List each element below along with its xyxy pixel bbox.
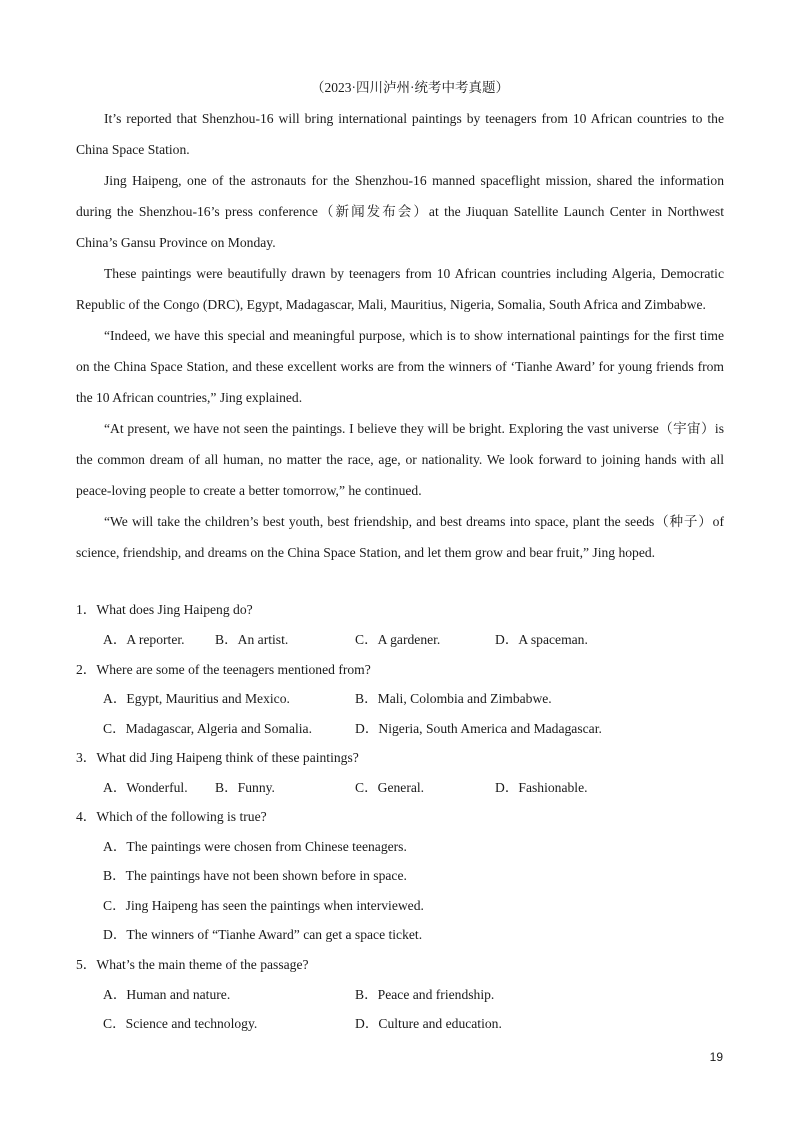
option: D．A spaceman. xyxy=(495,632,588,647)
question-stem: 5．What’s the main theme of the passage? xyxy=(76,957,309,972)
option: A．Egypt, Mauritius and Mexico. xyxy=(103,691,290,706)
option: C．A gardener. xyxy=(355,632,441,647)
source-line: （2023·四川泸州·统考中考真题） xyxy=(311,80,509,95)
passage-paragraph: It’s reported that Shenzhou-16 will bring international paintings by teenagers from 10 African countries to the China Space Station. xyxy=(76,111,724,157)
passage-paragraph: These paintings were beautifully drawn by teenagers from 10 African countries including Algeria, Democratic Republic of the Congo (DRC), Egypt, Madagascar, Mali, Mauritius, Nigeria, Somalia, South Africa and Zimbabwe. xyxy=(76,266,724,312)
option: A．A reporter. xyxy=(103,632,185,647)
question-stem: 4．Which of the following is true? xyxy=(76,809,267,824)
option: B．Mali, Colombia and Zimbabwe. xyxy=(355,691,552,706)
passage-paragraph: Jing Haipeng, one of the astronauts for the Shenzhou-16 manned spaceflight mission, shared the information during the Shenzhou-16’s press conference（新闻发布会）at the Jiuquan Satellite Launch Center in Northwest China’s Gansu Province on Monday. xyxy=(76,173,724,250)
passage-paragraph: “Indeed, we have this special and meaningful purpose, which is to show international paintings for the first time on the China Space Station, and these excellent works are from the winners of ‘Tianhe Award’ for young friends from the 10 African countries,” Jing explained. xyxy=(76,328,724,405)
option: C．Jing Haipeng has seen the paintings when interviewed. xyxy=(103,898,424,913)
passage-paragraph: “We will take the children’s best youth, best friendship, and best dreams into space, plant the seeds（种子）of science, friendship, and dreams on the China Space Station, and let them grow and bear fruit,” Jing hoped. xyxy=(76,514,724,560)
option: D．Culture and education. xyxy=(355,1016,502,1031)
option: A．Human and nature. xyxy=(103,987,231,1002)
reading-passage xyxy=(76,103,724,568)
option: C．General. xyxy=(355,780,425,795)
option: D．Fashionable. xyxy=(495,780,588,795)
option: B．The paintings have not been shown before in space. xyxy=(103,868,407,883)
option: B．An artist. xyxy=(215,632,289,647)
option: C．Science and technology. xyxy=(103,1016,258,1031)
page-number: 19 xyxy=(709,1050,723,1064)
option: A．The paintings were chosen from Chinese teenagers. xyxy=(103,839,407,854)
option: C．Madagascar, Algeria and Somalia. xyxy=(103,721,312,736)
question-stem: 2．Where are some of the teenagers mentioned from? xyxy=(76,662,371,677)
option: B．Funny. xyxy=(215,780,275,795)
option: A．Wonderful. xyxy=(103,780,188,795)
option: B．Peace and friendship. xyxy=(355,987,495,1002)
question-stem: 3．What did Jing Haipeng think of these paintings? xyxy=(76,750,359,765)
option: D．Nigeria, South America and Madagascar. xyxy=(355,721,602,736)
question-stem: 1．What does Jing Haipeng do? xyxy=(76,602,253,617)
option: D．The winners of “Tianhe Award” can get a space ticket. xyxy=(103,927,423,942)
passage-paragraph: “At present, we have not seen the paintings. I believe they will be bright. Exploring the vast universe（宇宙）is the common dream of all human, no matter the race, age, or nationality. We look forward to joining hands with all peace-loving people to create a better tomorrow,” he continued. xyxy=(76,421,724,498)
